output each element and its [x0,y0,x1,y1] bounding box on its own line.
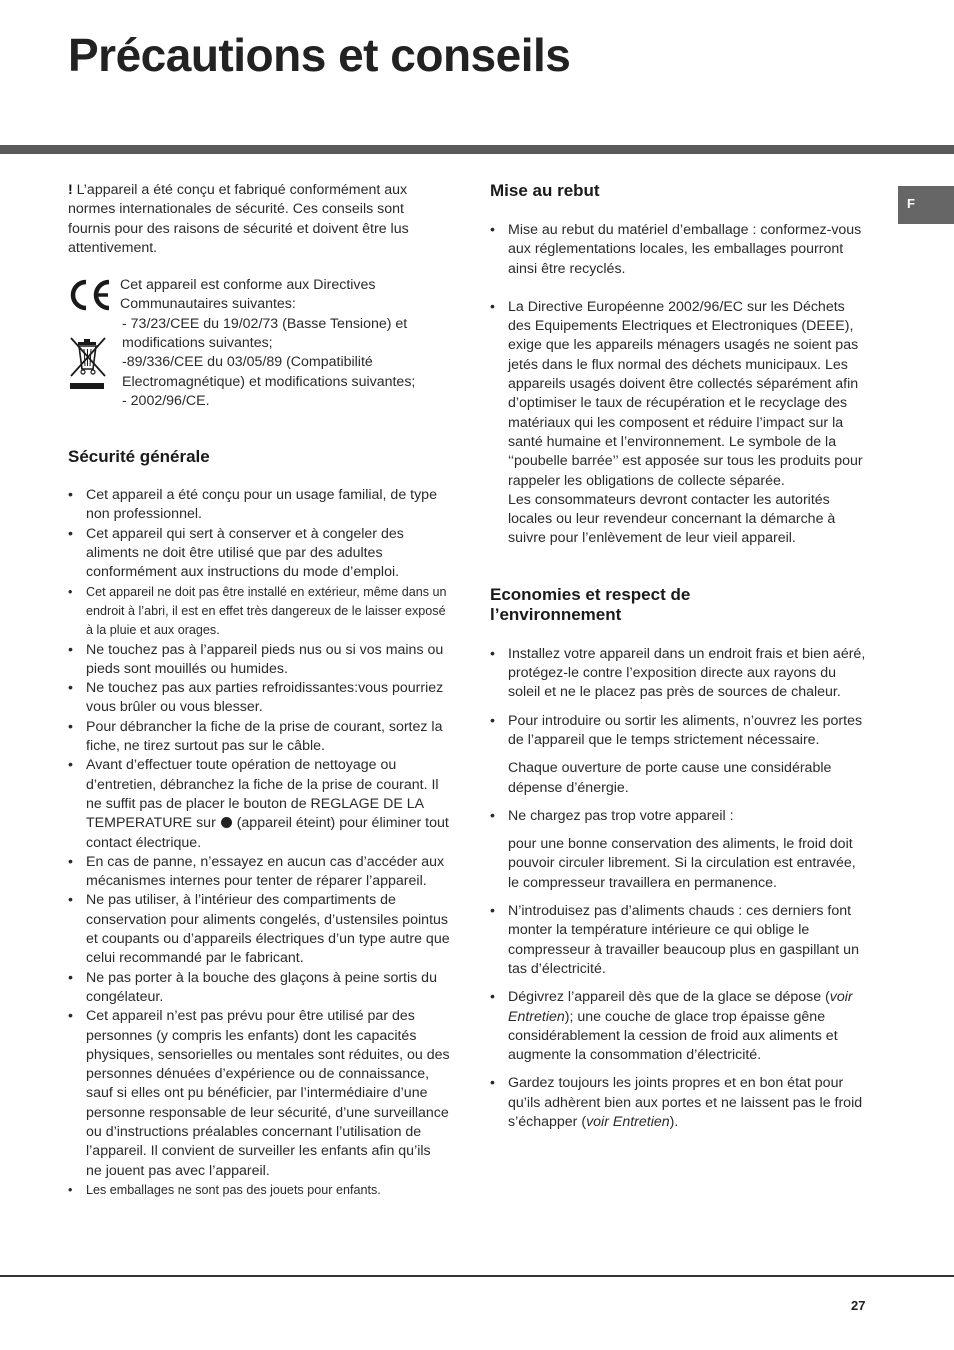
rebut-list [490,221,870,549]
list-item [68,756,450,852]
ce-line: - 73/23/CEE du 19/02/73 (Basse Tensione) et modifications suivantes; [122,315,408,352]
list-item-text: (appareil éteint) pour éliminer tout contact électrique. [86,815,449,851]
list-subparagraph: Chaque ouverture de porte cause une considérable dépense d’énergie. [508,760,832,796]
intro-text: L’appareil a été conçu et fabriqué conformément aux normes internationales de sécurité. Ces conseils sont fournis pour des raisons de sécurité et doivent être lus attentivement. [68,182,409,256]
list-item: • Les emballages ne sont pas des jouets pour enfants. [68,1181,450,1200]
list-item: • Cet appareil a été conçu pour un usage familial, de type non professionnel. [68,486,450,525]
list-item: • Installez votre appareil dans un endroit frais et bien aéré, protégez-le contre l’exposition directe aux rayons du soleil et ne le placez pas près de sources de chaleur. [490,645,870,703]
page-title: Précautions et conseils [68,29,571,81]
list-item-text: Avant d’effectuer toute opération de nettoyage ou d’entretien, débranchez la fiche de la prise de courant. Il ne suffit pas de placer le bouton de REGLAGE DE LA TEMPERATURE sur [86,757,439,832]
list-item: • Ne pas utiliser, à l’intérieur des compartiments de conservation pour aliments congelés, d’ustensiles pointus et coupants ou d’appareils électriques d’un type autre que celui recommandé par le fabricant. [68,891,450,968]
list-item: • Pour introduire ou sortir les aliments, n’ouvrez les portes de l’appareil que le temps strictement nécessaire. [490,712,870,751]
crossed-bin-icon [68,336,108,396]
list-item: • Ne chargez pas trop votre appareil : [490,807,870,826]
cross-reference: voir Entretien [508,989,853,1025]
list-item: • Cet appareil ne doit pas être installé en extérieur, même dans un endroit à l’abri, il est en effet très dangereux de le laisser exposé à la pluie et aux orages. [68,583,450,641]
list-subparagraph: pour une bonne conservation des aliments, le froid doit pouvoir circuler librement. Si la circulation est entravée, le compresseur travaillera en permanence. [508,836,856,891]
list-item: • Cet appareil n’est pas prévu pour être utilisé par des personnes (y compris les enfants) dont les capacités physiques, sensorielles ou mentales sont réduites, ou des personnes dénuées d’expérience ou de connaissance, sauf si elles ont pu bénéficier, par l’intermédiaire d’une personne responsable de leur sécurité, d’une surveillance ou d’instructions préalables concernant l’utilisation de l’appareil. Il convient de surveiller les enfants afin qu’ils ne jouent pas avec l’appareil. [68,1007,450,1181]
list-item: • Ne touchez pas aux parties refroidissantes:vous pourriez vous brûler ou vous blesser. [68,679,450,718]
list-item [490,988,870,1065]
list-item-text: La Directive Européenne 2002/96/EC sur les Déchets des Equipements Electriques et Electroniques (DEEE), exige que les appareils ménagers usagés ne soient pas jetés dans le flux normal des déchets municipaux. Les appareils usagés doivent être collectés séparément afin d’optimiser le taux de récupération et le recyclage des matériaux qui les composent et réduire l’impact sur la santé humaine et l’environnement. Le symbole de la ‘‘poubelle barrée’’ est apposée sur tous les produits pour rappeler les obligations de collecte séparée. [508,298,863,489]
list-item-text: ); une couche de glace trop épaisse gêne considérablement la cession de froid aux aliments et augmente la consommation d’électricité. [508,1008,838,1064]
list-item [490,298,870,549]
header-rule [0,145,954,154]
ce-directives-text [120,276,454,411]
list-item-text: ). [669,1113,679,1130]
list-item: • Ne pas porter à la bouche des glaçons à peine sortis du congélateur. [68,969,450,1008]
list-item: • N’introduisez pas d’aliments chauds : ces derniers font monter la température intérieure ce qui oblige le compresseur à travailler beaucoup plus en gaspillant un tas d’électricité. [490,902,870,979]
list-item-text: Les consommateurs devront contacter les autorités locales ou leur revendeur concernant la démarche à suivre pour l’enlèvement de leur vieil appareil. [508,491,836,547]
off-dot-icon [221,817,232,828]
heading-line: Economies et respect de [490,584,691,604]
list-item-text: Dégivrez l’appareil dès que de la glace se dépose ( [508,989,830,1006]
ce-compliance-block [68,276,450,416]
ce-line: Cet appareil est conforme aux Directives Communautaires suivantes: [120,277,376,313]
right-column [490,181,870,1132]
cross-reference: voir Entretien [586,1113,670,1130]
list-item: • Cet appareil qui sert à conserver et à congeler des aliments ne doit être utilisé que par des adultes conformément aux instructions du mode d’emploi. [68,525,450,583]
list-item-text: Gardez toujours les joints propres et en bon état pour qu’ils adhèrent bien aux portes et ne laissent pas le froid s’échapper ( [508,1075,863,1130]
list-item: • Pour débrancher la fiche de la prise de courant, sortez la fiche, ne tirez surtout pas sur le câble. [68,718,450,757]
heading-line: l’environnement [490,604,622,624]
footer-rule [0,1275,954,1277]
language-tab: F [898,186,954,224]
ce-mark-icon [68,278,114,312]
economies-list-3 [490,902,870,1132]
economies-list-2 [490,807,870,826]
page-number: 27 [851,1298,866,1313]
section-heading-economies [490,585,870,625]
economies-list [490,645,870,750]
securite-list [68,486,450,1200]
intro-paragraph [68,181,450,258]
warning-mark: ! [68,182,73,198]
section-heading-rebut: Mise au rebut [490,181,600,200]
list-item: • En cas de panne, n’essayez en aucun cas d’accéder aux mécanismes internes pour tenter de réparer l’appareil. [68,853,450,892]
list-item: • Mise au rebut du matériel d’emballage : conformez-vous aux réglementations locales, les emballages pourront ainsi être recyclés. [490,221,870,279]
ce-line: - 2002/96/CE. [122,392,210,409]
list-item: • Ne touchez pas à l’appareil pieds nus ou si vos mains ou pieds sont mouillés ou humides. [68,641,450,680]
list-item [490,1074,870,1132]
ce-line: -89/336/CEE du 03/05/89 (Compatibilité Electromagnétique) et modifications suivantes; [122,354,416,390]
left-column [68,181,450,1200]
section-heading-securite: Sécurité générale [68,447,210,467]
